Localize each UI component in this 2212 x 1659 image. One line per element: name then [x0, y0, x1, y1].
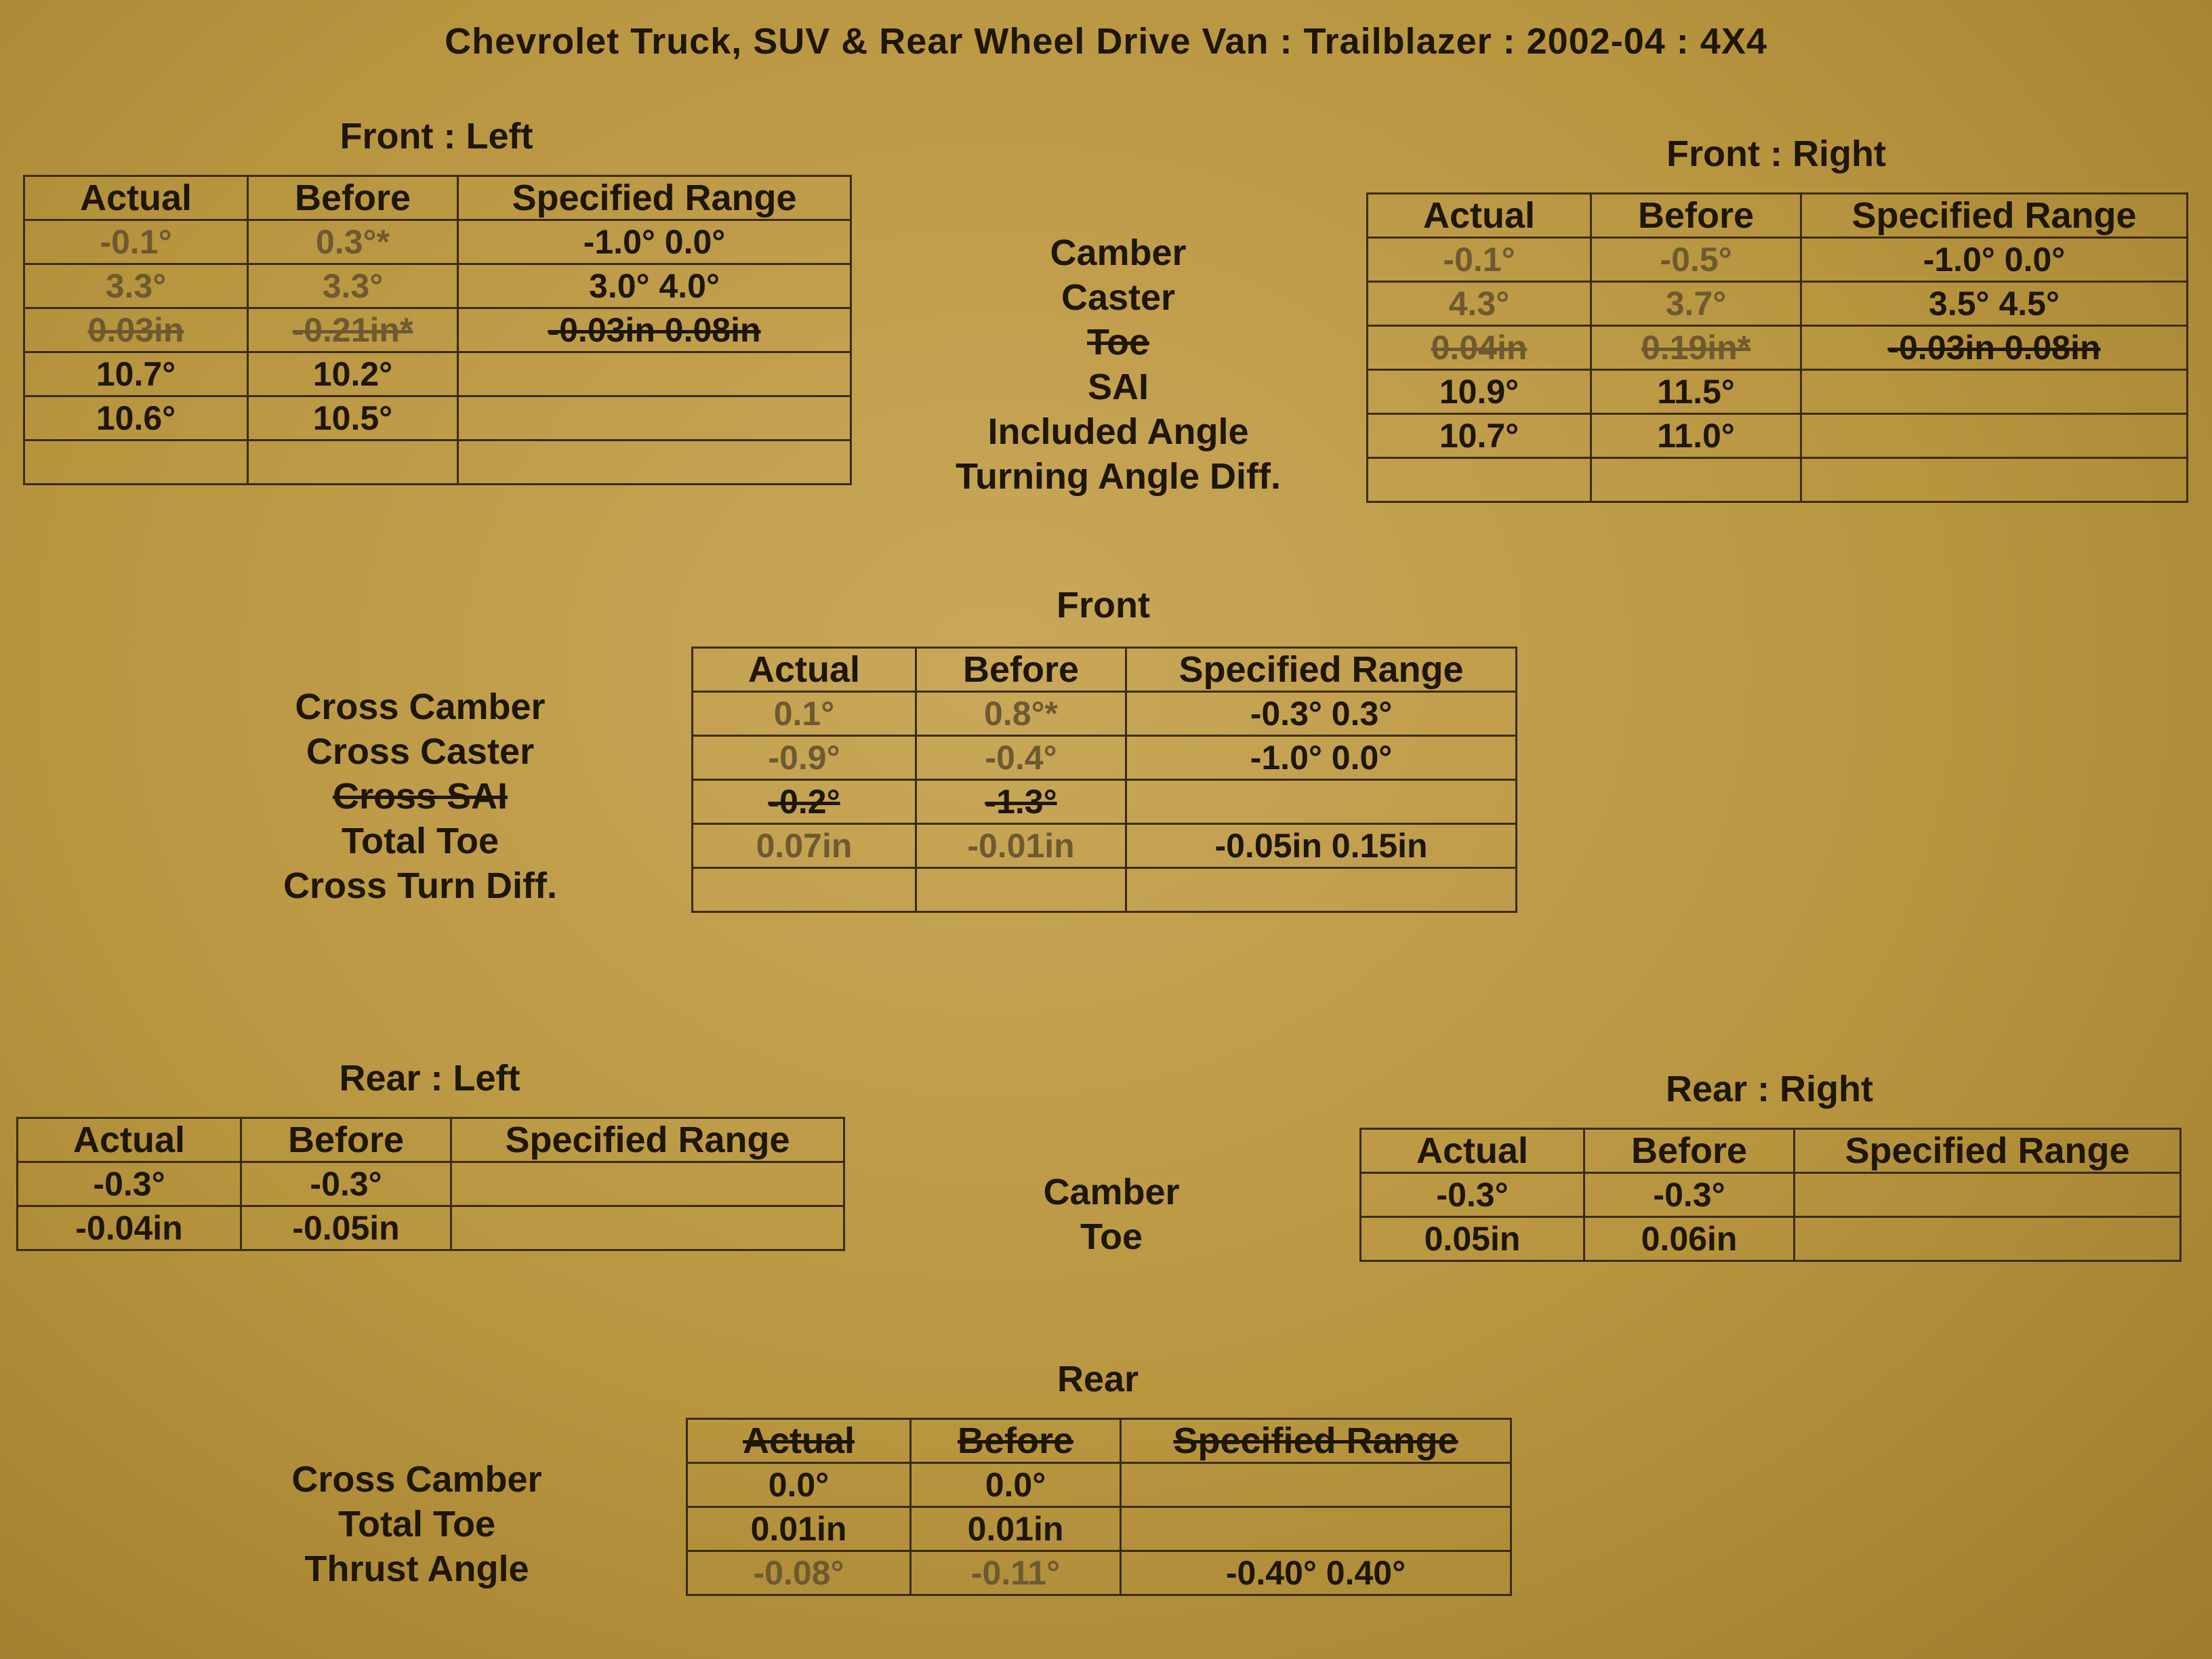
table-cell: 0.1°: [693, 692, 916, 736]
table-cell: [248, 441, 458, 485]
table-cell: -0.3°: [1361, 1173, 1584, 1217]
front-right-table: [1366, 192, 2188, 503]
label-rear-total-toe: Total Toe: [338, 1504, 495, 1544]
table-cell: -0.04in: [18, 1206, 241, 1250]
rear-table: [686, 1418, 1512, 1596]
table-cell: -0.11°: [911, 1551, 1121, 1595]
label-cross-turn-diff: Cross Turn Diff.: [283, 865, 557, 906]
rear-left-table: [16, 1117, 845, 1251]
table-cell: [451, 1206, 844, 1250]
table-cell: -0.2°: [693, 780, 916, 824]
table-cell: -0.03in 0.08in: [458, 308, 851, 352]
table-cell: [458, 441, 851, 485]
table-row: [693, 868, 1517, 912]
label-rear-toe: Toe: [1080, 1216, 1143, 1257]
table-cell: [1801, 370, 2188, 414]
table-cell: 3.0° 4.0°: [458, 264, 851, 308]
column-header-before: Before: [916, 648, 1126, 692]
table-cell: 0.3°*: [248, 220, 458, 264]
table-cell: 0.01in: [911, 1507, 1121, 1551]
table-cell: 0.06in: [1584, 1217, 1795, 1261]
table-cell: -1.0° 0.0°: [1126, 736, 1517, 780]
table-cell: 0.0°: [687, 1463, 911, 1507]
table-cell: 3.5° 4.5°: [1801, 282, 2188, 326]
table-row: [693, 692, 1517, 736]
table-row: [1368, 370, 2188, 414]
table-cell: -0.08°: [687, 1551, 911, 1595]
column-header-specified-range: Specified Range: [1126, 648, 1517, 692]
table-cell: 10.9°: [1368, 370, 1591, 414]
column-header-actual: Actual: [24, 176, 248, 220]
label-cross-sai: Cross SAI: [332, 776, 508, 817]
rear-right-table: [1359, 1128, 2182, 1262]
column-header-before: Before: [248, 176, 458, 220]
column-header-before: Before: [1584, 1129, 1795, 1173]
table-row: [1361, 1173, 2181, 1217]
label-sai: SAI: [1087, 367, 1149, 407]
label-thrust-angle: Thrust Angle: [304, 1549, 529, 1589]
rear-cross-labels: [230, 1457, 603, 1591]
table-cell: -0.3°: [18, 1162, 241, 1206]
rear-wheel-labels: [922, 1170, 1301, 1259]
table-cell: 4.3°: [1368, 282, 1591, 326]
table-row: [24, 220, 851, 264]
table-cell: [1126, 868, 1517, 912]
table-cell: -0.1°: [1368, 238, 1591, 282]
table-cell: 3.7°: [1591, 282, 1801, 326]
table-row: [24, 264, 851, 308]
table-cell: [1121, 1507, 1511, 1551]
table-row: [1368, 282, 2188, 326]
table-cell: [693, 868, 916, 912]
table-cell: -0.05in: [241, 1206, 451, 1250]
table-row: [693, 824, 1517, 868]
table-cell: 10.7°: [24, 352, 248, 396]
table-cell: -0.03in 0.08in: [1801, 326, 2188, 370]
table-cell: [1795, 1173, 2181, 1217]
table-cell: 10.6°: [24, 396, 248, 441]
table-cell: -0.21in*: [248, 308, 458, 352]
label-toe: Toe: [1087, 322, 1149, 363]
table-header-row: [24, 176, 851, 220]
table-cell: -1.3°: [916, 780, 1126, 824]
table-cell: 10.2°: [248, 352, 458, 396]
table-row: [1368, 458, 2188, 502]
table-cell: -0.9°: [693, 736, 916, 780]
table-cell: -0.4°: [916, 736, 1126, 780]
table-row: [693, 780, 1517, 824]
table-row: [687, 1463, 1511, 1507]
table-cell: 0.04in: [1368, 326, 1591, 370]
table-cell: [1591, 458, 1801, 502]
table-cell: -1.0° 0.0°: [458, 220, 851, 264]
label-total-toe: Total Toe: [342, 821, 499, 861]
table-cell: -0.3°: [241, 1162, 451, 1206]
table-cell: 10.5°: [248, 396, 458, 441]
label-turning-angle-diff: Turning Angle Diff.: [956, 456, 1281, 497]
table-row: [1368, 238, 2188, 282]
table-header-row: [18, 1118, 844, 1162]
table-cell: -0.3°: [1584, 1173, 1795, 1217]
label-cross-camber: Cross Camber: [295, 687, 546, 727]
table-cell: 0.07in: [693, 824, 916, 868]
table-cell: 0.03in: [24, 308, 248, 352]
table-cell: [1801, 414, 2188, 458]
column-header-specified-range: Specified Range: [1801, 194, 2188, 238]
label-caster: Caster: [1061, 277, 1176, 318]
table-cell: [1121, 1463, 1511, 1507]
table-row: [687, 1507, 1511, 1551]
table-row: [24, 308, 851, 352]
column-header-actual: Actual: [687, 1419, 911, 1463]
table-row: [1368, 326, 2188, 370]
table-cell: 3.3°: [24, 264, 248, 308]
table-header-row: [693, 648, 1517, 692]
table-cell: -0.05in 0.15in: [1126, 824, 1517, 868]
table-cell: [451, 1162, 844, 1206]
table-cell: [916, 868, 1126, 912]
table-cell: -0.40° 0.40°: [1121, 1551, 1511, 1595]
table-row: [24, 396, 851, 441]
front-title: Front: [1057, 585, 1150, 626]
rear-right-title: Rear : Right: [1665, 1069, 1874, 1109]
column-header-specified-range: Specified Range: [1121, 1419, 1511, 1463]
front-cross-labels: [230, 684, 610, 908]
table-row: [18, 1162, 844, 1206]
table-row: [693, 736, 1517, 780]
table-cell: [1126, 780, 1517, 824]
table-cell: [1795, 1217, 2181, 1261]
table-cell: -0.3° 0.3°: [1126, 692, 1517, 736]
table-cell: 0.0°: [911, 1463, 1121, 1507]
label-camber: Camber: [1050, 232, 1187, 273]
label-rear-cross-camber: Cross Camber: [291, 1459, 542, 1500]
table-cell: [458, 396, 851, 441]
table-cell: -0.1°: [24, 220, 248, 264]
table-cell: -0.01in: [916, 824, 1126, 868]
column-header-specified-range: Specified Range: [458, 176, 851, 220]
table-cell: 0.8°*: [916, 692, 1126, 736]
table-cell: [24, 441, 248, 485]
table-header-row: [1368, 194, 2188, 238]
table-cell: 10.7°: [1368, 414, 1591, 458]
table-row: [18, 1206, 844, 1250]
table-cell: [458, 352, 851, 396]
table-row: [1361, 1217, 2181, 1261]
table-cell: [1368, 458, 1591, 502]
table-cell: 11.0°: [1591, 414, 1801, 458]
front-right-title: Front : Right: [1666, 134, 1886, 174]
front-left-table: [23, 175, 852, 485]
column-header-specified-range: Specified Range: [451, 1118, 844, 1162]
column-header-before: Before: [911, 1419, 1121, 1463]
table-row: [1368, 414, 2188, 458]
table-cell: -0.5°: [1591, 238, 1801, 282]
table-cell: 3.3°: [248, 264, 458, 308]
table-row: [687, 1551, 1511, 1595]
label-rear-camber: Camber: [1043, 1172, 1180, 1212]
label-cross-caster: Cross Caster: [306, 731, 535, 772]
label-included-angle: Included Angle: [987, 411, 1249, 452]
column-header-before: Before: [241, 1118, 451, 1162]
table-cell: 0.05in: [1361, 1217, 1584, 1261]
column-header-actual: Actual: [693, 648, 916, 692]
front-left-title: Front : Left: [340, 116, 533, 157]
table-cell: 11.5°: [1591, 370, 1801, 414]
column-header-before: Before: [1591, 194, 1801, 238]
table-row: [24, 441, 851, 485]
column-header-actual: Actual: [18, 1118, 241, 1162]
rear-left-title: Rear : Left: [339, 1058, 520, 1099]
table-header-row: [687, 1419, 1511, 1463]
table-cell: [1801, 458, 2188, 502]
table-cell: -1.0° 0.0°: [1801, 238, 2188, 282]
table-header-row: [1361, 1129, 2181, 1173]
front-table: [691, 647, 1517, 913]
table-cell: 0.01in: [687, 1507, 911, 1551]
report-title: Chevrolet Truck, SUV & Rear Wheel Drive Van : Trailblazer : 2002-04 : 4X4: [445, 21, 1767, 62]
column-header-actual: Actual: [1361, 1129, 1584, 1173]
front-wheel-labels: [901, 230, 1335, 499]
table-row: [24, 352, 851, 396]
column-header-specified-range: Specified Range: [1795, 1129, 2181, 1173]
column-header-actual: Actual: [1368, 194, 1591, 238]
rear-title: Rear: [1057, 1359, 1139, 1399]
table-cell: 0.19in*: [1591, 326, 1801, 370]
